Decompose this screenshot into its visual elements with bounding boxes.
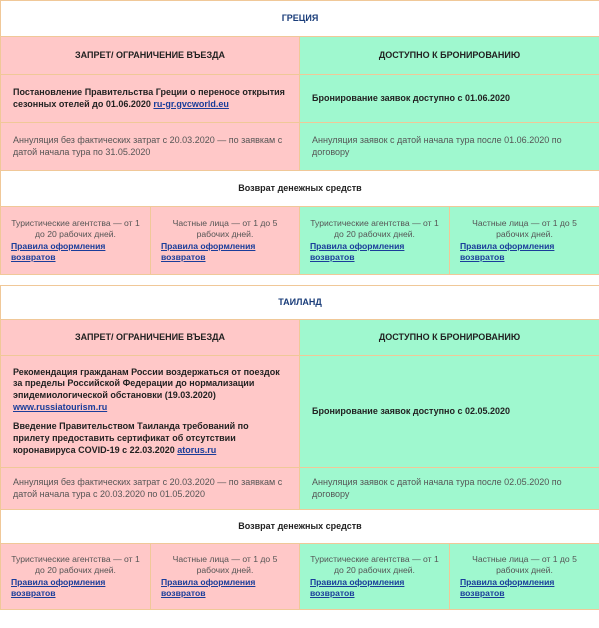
refund-agencies-text: Туристические агентства — от 1 до 20 рабочих дней. — [11, 554, 140, 576]
thailand-annul-right: Аннуляция заявок с датой начала тура после 02.05.2020 по договору — [300, 468, 599, 510]
greece-booking-header: ДОСТУПНО К БРОНИРОВАНИЮ — [300, 37, 599, 75]
greece-refund-agencies-pink — [1, 207, 151, 275]
greece-refund-private-green — [450, 207, 599, 275]
greece-refund-private-pink — [151, 207, 300, 275]
thailand-table — [0, 285, 599, 610]
refund-agencies-text: Туристические агентства — от 1 до 20 рабочих дней. — [11, 218, 140, 240]
refund-rules-link[interactable]: Правила оформления возвратов — [11, 240, 106, 262]
country-title-thailand: ТАИЛАНД — [1, 286, 599, 320]
thailand-refund-agencies-green — [300, 544, 450, 610]
thailand-annul-left: Аннуляция без фактических затрат с 20.03.2020 — по заявкам с датой начала тура с 20.03.2020 по 01.05.2020 — [1, 468, 300, 510]
thailand-refund-private-green — [450, 544, 599, 610]
thailand-refund-agencies-pink — [1, 544, 151, 610]
greece-annul-right: Аннуляция заявок с датой начала тура после 01.06.2020 по договору — [300, 123, 599, 171]
greece-ban-header: ЗАПРЕТ/ ОГРАНИЧЕНИЕ ВЪЕЗДА — [1, 37, 300, 75]
country-title-greece: ГРЕЦИЯ — [1, 1, 599, 37]
thailand-ban-cell — [1, 356, 300, 468]
thailand-ban-link-2[interactable]: atorus.ru — [177, 444, 217, 455]
greece-refund-agencies-green — [300, 207, 450, 275]
thailand-refund-title: Возврат денежных средств — [1, 510, 599, 544]
refund-rules-link[interactable]: Правила оформления возвратов — [161, 576, 256, 598]
refund-agencies-text: Туристические агентства — от 1 до 20 рабочих дней. — [310, 218, 439, 240]
thailand-ban-link-1[interactable]: www.russiatourism.ru — [13, 401, 108, 412]
greece-annul-left: Аннуляция без фактических затрат с 20.03.2020 — по заявкам с датой начала тура по 31.05.2020 — [1, 123, 300, 171]
refund-private-text: Частные лица — от 1 до 5 рабочих дней. — [472, 554, 577, 576]
refund-private-text: Частные лица — от 1 до 5 рабочих дней. — [172, 554, 278, 576]
refund-rules-link[interactable]: Правила оформления возвратов — [460, 240, 555, 262]
refund-rules-link[interactable]: Правила оформления возвратов — [161, 240, 256, 262]
greece-ban-cell — [1, 75, 300, 123]
thailand-ban-text-2: Введение Правительством Таиланда требований по прилету предоставить сертификат об отсутствии коронавируса COVID-19 с 22.03.2020 — [13, 421, 249, 455]
greece-booking-text: Бронирование заявок доступно с 01.06.2020 — [300, 75, 599, 123]
greece-ban-link[interactable]: ru-gr.gvcworld.eu — [153, 98, 229, 109]
greece-refund-title: Возврат денежных средств — [1, 171, 599, 207]
thailand-ban-header: ЗАПРЕТ/ ОГРАНИЧЕНИЕ ВЪЕЗДА — [1, 320, 300, 356]
thailand-booking-header: ДОСТУПНО К БРОНИРОВАНИЮ — [300, 320, 599, 356]
refund-rules-link[interactable]: Правила оформления возвратов — [310, 240, 405, 262]
thailand-refund-private-pink — [151, 544, 300, 610]
refund-private-text: Частные лица — от 1 до 5 рабочих дней. — [172, 218, 278, 240]
greece-ban-text: Постановление Правительства Греции о переносе открытия сезонных отелей до 01.06.2020 — [13, 86, 285, 109]
refund-rules-link[interactable]: Правила оформления возвратов — [460, 576, 555, 598]
refund-agencies-text: Туристические агентства — от 1 до 20 рабочих дней. — [310, 554, 439, 576]
thailand-booking-text: Бронирование заявок доступно с 02.05.2020 — [300, 356, 599, 468]
thailand-ban-text-1: Рекомендация гражданам России воздержаться от поездок за пределы Российской Федерации до нормализации эпидемиологической обстановки (19.03.2020) — [13, 366, 280, 400]
greece-table — [0, 0, 599, 275]
refund-rules-link[interactable]: Правила оформления возвратов — [310, 576, 405, 598]
section-gap — [0, 275, 599, 285]
refund-rules-link[interactable]: Правила оформления возвратов — [11, 576, 106, 598]
refund-private-text: Частные лица — от 1 до 5 рабочих дней. — [472, 218, 577, 240]
